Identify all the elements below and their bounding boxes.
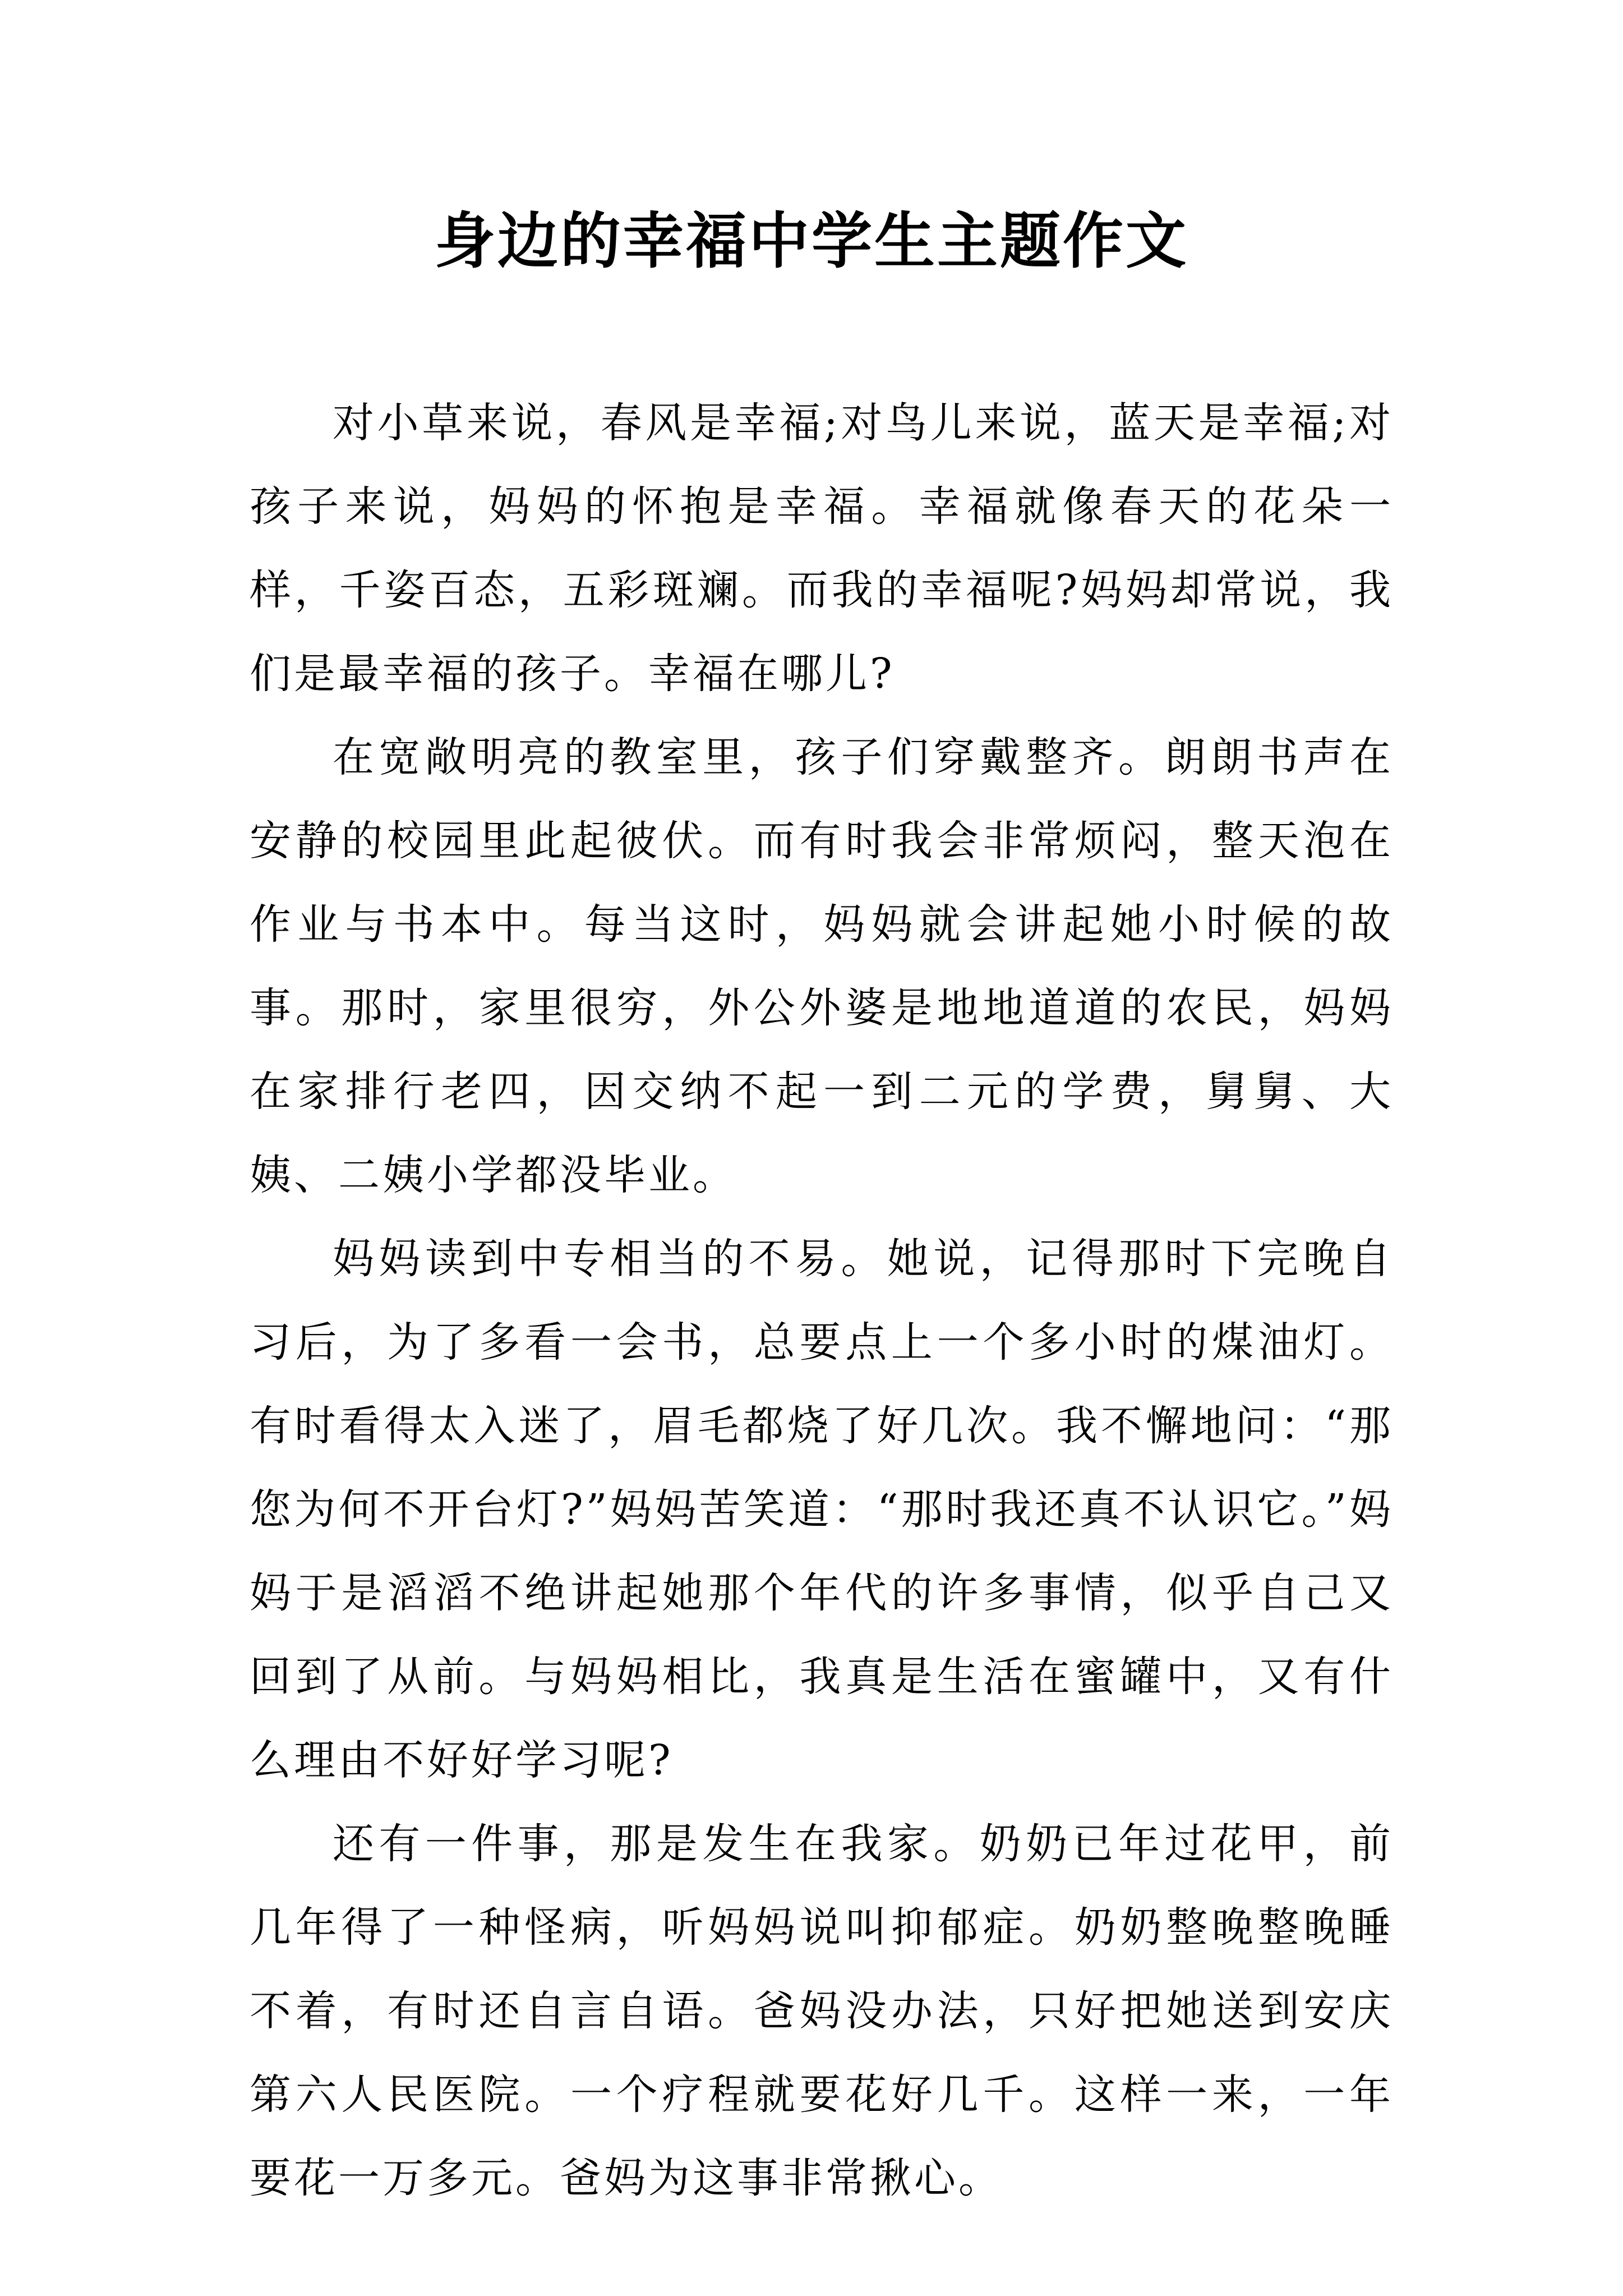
- paragraph: 对小草来说，春风是幸福;对鸟儿来说，蓝天是幸福;对孩子来说，妈妈的怀抱是幸福。幸福就像春天的花朵一样，千姿百态，五彩斑斓。而我的幸福呢?妈妈却常说，我们是最幸福的孩子。幸福在哪儿?: [250, 399, 1394, 698]
- paragraph: 还有一件事，那是发生在我家。奶奶已年过花甲，前几年得了一种怪病，听妈妈说叫抑郁症。奶奶整晚整晚睡不着，有时还自言自语。爸妈没办法，只好把她送到安庆第六人民医院。一个疗程就要花好几千。这样一来，一年要花一万多元。爸妈为这事非常揪心。: [250, 1820, 1394, 2202]
- paragraph: 在宽敞明亮的教室里，孩子们穿戴整齐。朗朗书声在安静的校园里此起彼伏。而有时我会非常烦闷，整天泡在作业与书本中。每当这时，妈妈就会讲起她小时候的故事。那时，家里很穷，外公外婆是地地道道的农民，妈妈在家排行老四，因交纳不起一到二元的学费，舅舅、大姨、二姨小学都没毕业。: [250, 733, 1394, 1199]
- document-body: [250, 381, 1394, 2220]
- paragraph: 妈妈读到中专相当的不易。她说，记得那时下完晚自习后，为了多看一会书，总要点上一个多小时的煤油灯。有时看得太入迷了，眉毛都烧了好几次。我不懈地问：“那您为何不开台灯?”妈妈苦笑道：“那时我还真不认识它。”妈妈于是滔滔不绝讲起她那个年代的许多事情，似乎自己又回到了从前。与妈妈相比，我真是生活在蜜罐中，又有什么理由不好好学习呢?: [250, 1235, 1394, 1784]
- document-title: 身边的幸福中学生主题作文: [434, 206, 1188, 277]
